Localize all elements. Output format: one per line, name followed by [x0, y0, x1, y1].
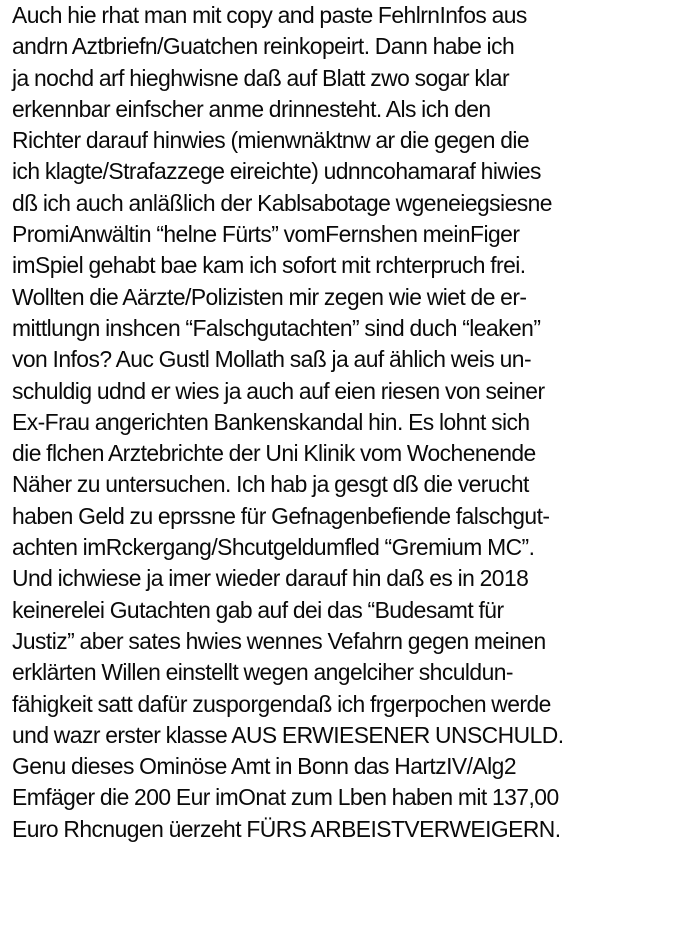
text-line: ja nochd arf hieghwisne daß auf Blatt zwo sogar klar [12, 64, 510, 91]
text-line: Ex-Frau angerichten Bankenskandal hin. Es lohnt sich [12, 408, 530, 435]
text-line: Näher zu untersuchen. Ich hab ja gesgt dß die verucht [12, 471, 529, 498]
text-line: imSpiel gehabt bae kam ich sofort mit rchterpruch frei. [12, 252, 526, 279]
text-line: Und ichwiese ja imer wieder darauf hin daß es in 2018 [12, 565, 529, 592]
text-line: PromiAnwältin “helne Fürts” vomFernshen meinFiger [12, 221, 520, 248]
text-line: Richter darauf hinwies (mienwnäktnw ar die gegen die [12, 127, 530, 154]
text-line: Euro Rhcnugen üerzeht FÜRS ARBEISTVERWEIGERN. [12, 815, 561, 842]
text-line: ich klagte/Strafazzege eireichte) udnncohamaraf hiwies [12, 158, 541, 185]
text-line: dß ich auch anläßlich der Kablsabotage wgeneiegsiesne [12, 189, 552, 216]
text-line: von Infos? Auc Gustl Mollath saß ja auf ählich weis un- [12, 346, 532, 373]
text-line: die flchen Arztebrichte der Uni Klinik vom Wochenende [12, 440, 536, 467]
text-line: andrn Aztbriefn/Guatchen reinkopeirt. Dann habe ich [12, 33, 515, 60]
text-line: erkennbar einfscher anme drinnesteht. Als ich den [12, 95, 491, 122]
text-line: keinerelei Gutachten gab auf dei das “Budesamt für [12, 596, 504, 623]
text-line: achten imRckergang/Shcutgeldumfled “Gremium MC”. [12, 534, 535, 561]
text-line: Wollten die Aärzte/Polizisten mir zegen wie wiet de er- [12, 283, 527, 310]
text-line: fähigkeit satt dafür zusporgendaß ich frgerpochen werde [12, 690, 551, 717]
text-line: Auch hie rhat man mit copy and paste FehlrnInfos aus [12, 2, 527, 28]
text-line: haben Geld zu eprssne für Gefnagenbefiende falschgut- [12, 502, 550, 529]
text-line: und wazr erster klasse AUS ERWIESENER UNSCHULD. [12, 721, 564, 748]
text-line: schuldig udnd er wies ja auch auf eien riesen von seiner [12, 377, 545, 404]
text-line: Justiz” aber sates hwies wennes Vefahrn gegen meinen [12, 627, 546, 654]
body-text [12, 0, 680, 845]
text-line: Emfäger die 200 Eur imOnat zum Lben haben mit 137,00 [12, 784, 559, 811]
text-line: mittlungn inshcen “Falschgutachten” sind duch “leaken” [12, 314, 541, 341]
text-line: Genu dieses Ominöse Amt in Bonn das HartzIV/Alg2 [12, 753, 517, 780]
text-line: erklärten Willen einstellt wegen angelciher shculdun- [12, 659, 514, 686]
